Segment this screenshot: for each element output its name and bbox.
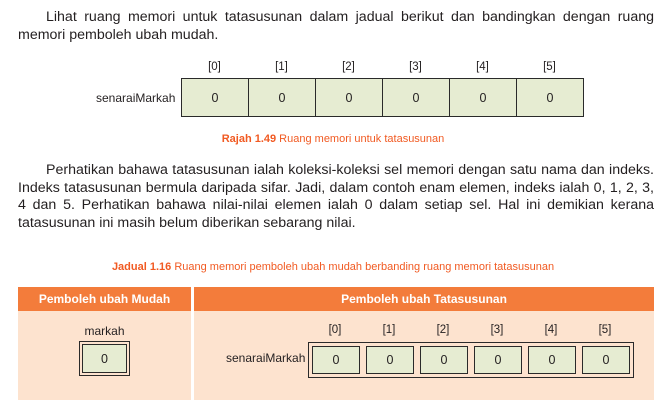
table-index-label: [2]	[436, 324, 450, 336]
array-cells	[181, 78, 584, 117]
table-array-cell: 0	[312, 346, 360, 374]
array-cell: 0	[316, 79, 383, 116]
comparison-table	[18, 287, 654, 400]
figure-caption-text: Ruang memori untuk tatasusunan	[276, 133, 445, 145]
array-diagram	[181, 61, 584, 117]
table-array-diagram	[308, 324, 634, 378]
table-index-label: [1]	[382, 324, 396, 336]
table-array-cells	[308, 342, 634, 378]
table-array-label: senaraiMarkah	[226, 351, 306, 365]
table-array-cell: 0	[528, 346, 576, 374]
index-label: [5]	[543, 61, 556, 73]
table-array-cell: 0	[420, 346, 468, 374]
array-cell: 0	[517, 79, 583, 116]
array-cell: 0	[249, 79, 316, 116]
table-index-label: [3]	[490, 324, 504, 336]
index-label: [1]	[275, 61, 288, 73]
index-label: [0]	[208, 61, 221, 73]
table-array-cell: 0	[474, 346, 522, 374]
figure-caption	[0, 133, 666, 145]
array-cell: 0	[450, 79, 517, 116]
index-row	[181, 61, 583, 73]
simple-variable-cell: 0	[82, 344, 127, 373]
table-index-label: [5]	[598, 324, 612, 336]
table-caption-text: Ruang memori pemboleh ubah mudah berbanding ruang memori tatasusunan	[171, 261, 555, 273]
table-index-label: [0]	[328, 324, 342, 336]
table-index-label: [4]	[544, 324, 558, 336]
table-caption	[0, 261, 666, 273]
simple-variable-label: markah	[84, 324, 125, 338]
table-caption-number: Jadual 1.16	[111, 261, 172, 273]
array-cell: 0	[383, 79, 450, 116]
table-array-cell: 0	[582, 346, 630, 374]
figure-caption-number: Rajah 1.49	[221, 133, 277, 145]
table-index-row	[308, 324, 632, 336]
intro-paragraph: Lihat ruang memori untuk tatasusunan dalam jadual berikut dan bandingkan dengan ruang memori pemboleh ubah mudah.	[18, 9, 654, 43]
array-cell: 0	[182, 79, 249, 116]
index-label: [2]	[342, 61, 355, 73]
table-array-cell: 0	[366, 346, 414, 374]
array-label: senaraiMarkah	[96, 91, 176, 105]
index-label: [4]	[476, 61, 489, 73]
body-paragraph: Perhatikan bahawa tatasusunan ialah koleksi-koleksi sel memori dengan satu nama dan indeks. Indeks tatasusunan bermula daripada sifar. Jadi, dalam contoh enam elemen, indeks ialah 0, 1, 2, 3, 4 dan 5. Perhatikan bahawa nilai-nilai elemen ialah 0 dalam setiap sel. Hal ini demikian kerana tatasusunan ini masih belum diberikan sebarang nilai.	[18, 162, 654, 231]
index-label: [3]	[409, 61, 422, 73]
header-simple-variable: Pemboleh ubah Mudah	[18, 287, 191, 311]
simple-variable-box	[79, 341, 130, 376]
column-divider	[191, 287, 194, 400]
header-array-variable: Pemboleh ubah Tatasusunan	[194, 287, 654, 311]
